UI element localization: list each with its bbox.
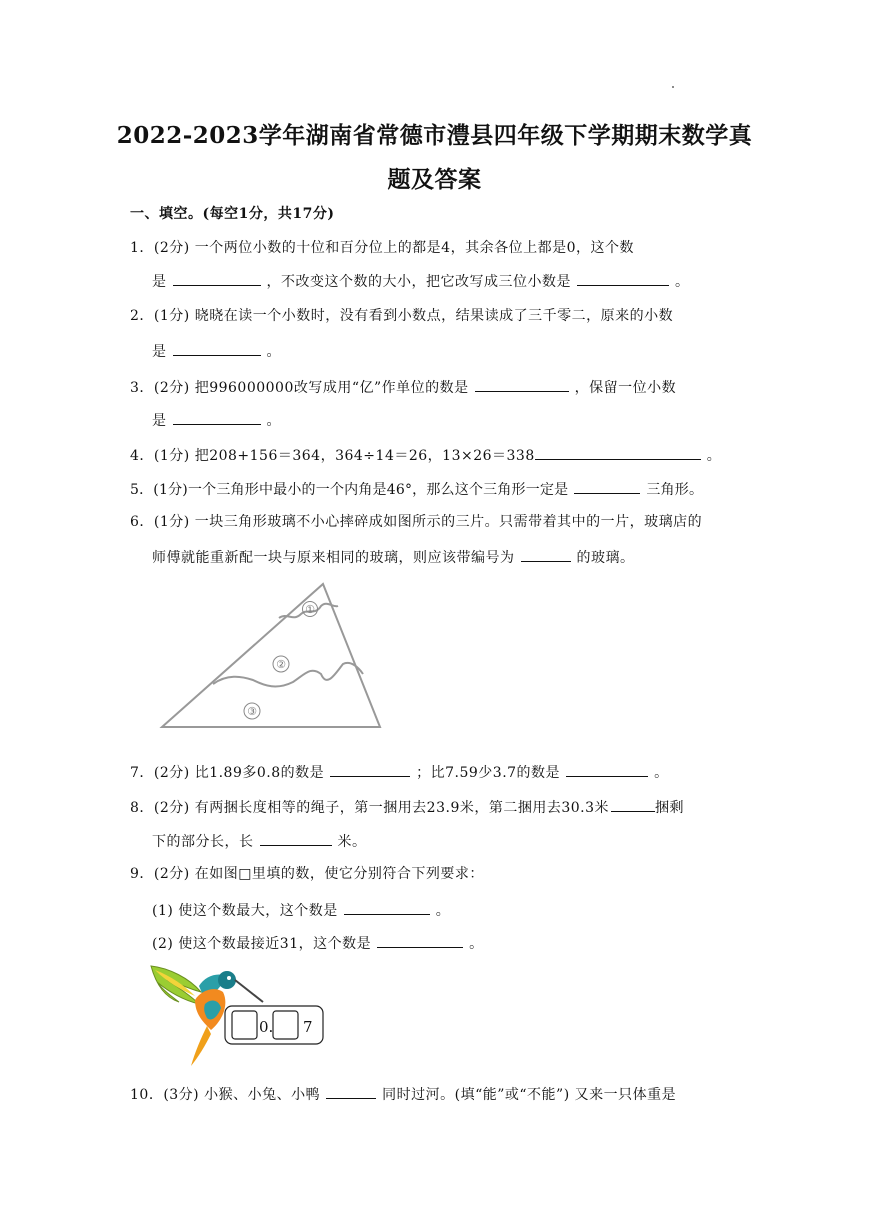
q1-text-c: 。 bbox=[675, 274, 690, 290]
q4-text-a: 4．(1分) 把208+156＝364，364÷14＝26，13×26＝338 bbox=[130, 448, 535, 464]
q7-answer-blank-2[interactable] bbox=[566, 760, 648, 777]
q5-line bbox=[130, 477, 703, 500]
q5-answer-blank[interactable] bbox=[574, 477, 640, 494]
q8-text-c: 下的部分长，长 bbox=[152, 834, 254, 850]
q3-text-d: 。 bbox=[266, 413, 281, 429]
piece-label-2: ② bbox=[276, 658, 286, 671]
piece-label-3: ③ bbox=[247, 705, 257, 718]
q1-text-b: ，不改变这个数的大小，把它改写成三位小数是 bbox=[266, 274, 571, 290]
q9-sub2-text-a: (2) 使这个数最接近31，这个数是 bbox=[152, 936, 372, 952]
q1-line1: 1．(2分) 一个两位小数的十位和百分位上的都是4，其余各位上都是0，这个数 bbox=[130, 240, 635, 256]
q3-answer-blank-1[interactable] bbox=[475, 375, 569, 392]
q9-answer-blank-1[interactable] bbox=[344, 898, 430, 915]
q7-text-b: ；比7.59少3.7的数是 bbox=[416, 765, 561, 781]
q6-text-a: 师傅就能重新配一块与原来相同的玻璃，则应该带编号为 bbox=[152, 550, 515, 566]
q2-line1: 2．(1分) 晓晓在读一个小数时，没有看到小数点，结果读成了三千零二，原来的小数 bbox=[130, 308, 674, 324]
fig-digit-seven: 7 bbox=[303, 1018, 313, 1036]
q3-line2 bbox=[152, 408, 281, 431]
section-heading: 一、填空。(每空1分，共17分) bbox=[130, 206, 335, 222]
q8-text-a: 8．(2分) 有两捆长度相等的绳子，第一捆用去23.9米，第二捆用去30.3米 bbox=[130, 800, 610, 816]
q1-line2 bbox=[152, 269, 690, 292]
q3-text-b: ，保留一位小数 bbox=[574, 380, 677, 396]
q10-line bbox=[130, 1082, 676, 1105]
q9-sub1 bbox=[152, 898, 450, 921]
q10-answer-blank[interactable] bbox=[326, 1082, 376, 1099]
q1-text-a: 是 bbox=[152, 274, 167, 290]
q9-answer-blank-2[interactable] bbox=[377, 931, 463, 948]
q2-answer-blank[interactable] bbox=[173, 339, 261, 356]
q7-text-c: 。 bbox=[654, 765, 669, 781]
q3-answer-blank-2[interactable] bbox=[173, 408, 261, 425]
crack-line-lower bbox=[213, 663, 363, 687]
triangle-outline bbox=[162, 584, 380, 727]
q3-text-a: 3．(2分) 把996000000改写成用“亿”作单位的数是 bbox=[130, 380, 469, 396]
q9-line1: 9．(2分) 在如图□里填的数，使它分别符合下列要求： bbox=[130, 866, 484, 882]
fill-box-right[interactable] bbox=[273, 1011, 298, 1039]
fig-decimal-point: 0. bbox=[259, 1018, 274, 1036]
q5-text-a: 5．(1分)一个三角形中最小的一个内角是46°，那么这个三角形一定是 bbox=[130, 482, 569, 498]
q8-line2 bbox=[152, 829, 367, 852]
q7-line bbox=[130, 760, 669, 783]
q4-line bbox=[130, 443, 721, 466]
q5-text-b: 三角形。 bbox=[646, 482, 704, 498]
page-dot bbox=[672, 86, 674, 88]
q9-sub2 bbox=[152, 931, 484, 954]
hummingbird-number-figure bbox=[145, 960, 330, 1070]
q4-text-b: 。 bbox=[706, 448, 722, 464]
q10-text-a: 10．(3分) 小猴、小兔、小鸭 bbox=[130, 1087, 321, 1103]
doc-title-line2: 题及答案 bbox=[387, 166, 482, 193]
q8-answer-blank-2[interactable] bbox=[260, 829, 332, 846]
q4-answer-blank[interactable] bbox=[535, 443, 701, 460]
q7-answer-blank-1[interactable] bbox=[330, 760, 410, 777]
q8-line1 bbox=[130, 795, 684, 818]
q8-answer-blank-1[interactable] bbox=[611, 795, 655, 812]
q3-line1 bbox=[130, 375, 676, 398]
q9-sub1-text-a: (1) 使这个数最大，这个数是 bbox=[152, 903, 338, 919]
piece-label-1: ① bbox=[305, 603, 315, 616]
q10-text-b: 同时过河。(填“能”或“不能”) 又来一只体重是 bbox=[382, 1087, 677, 1103]
broken-glass-triangle-figure bbox=[155, 578, 395, 734]
q8-text-b: 捆剩 bbox=[655, 800, 685, 816]
q3-text-c: 是 bbox=[152, 413, 167, 429]
q8-text-d: 米。 bbox=[337, 834, 367, 850]
doc-title-line1: 2022-2023学年湖南省常德市澧县四年级下学期期末数学真 bbox=[116, 122, 753, 149]
q2-text-a: 是 bbox=[152, 344, 167, 360]
q6-text-b: 的玻璃。 bbox=[576, 550, 635, 566]
q6-line1: 6．(1分) 一块三角形玻璃不小心摔碎成如图所示的三片。只需带着其中的一片，玻璃店的 bbox=[130, 514, 703, 530]
q6-line2 bbox=[152, 545, 635, 568]
q6-answer-blank[interactable] bbox=[521, 545, 571, 562]
q1-answer-blank-1[interactable] bbox=[173, 269, 261, 286]
q2-line2 bbox=[152, 339, 281, 362]
q7-text-a: 7．(2分) 比1.89多0.8的数是 bbox=[130, 765, 325, 781]
q9-sub2-text-b: 。 bbox=[469, 936, 484, 952]
q1-answer-blank-2[interactable] bbox=[577, 269, 669, 286]
q2-text-b: 。 bbox=[266, 344, 281, 360]
fill-box-left[interactable] bbox=[232, 1011, 257, 1039]
q9-sub1-text-b: 。 bbox=[435, 903, 451, 919]
